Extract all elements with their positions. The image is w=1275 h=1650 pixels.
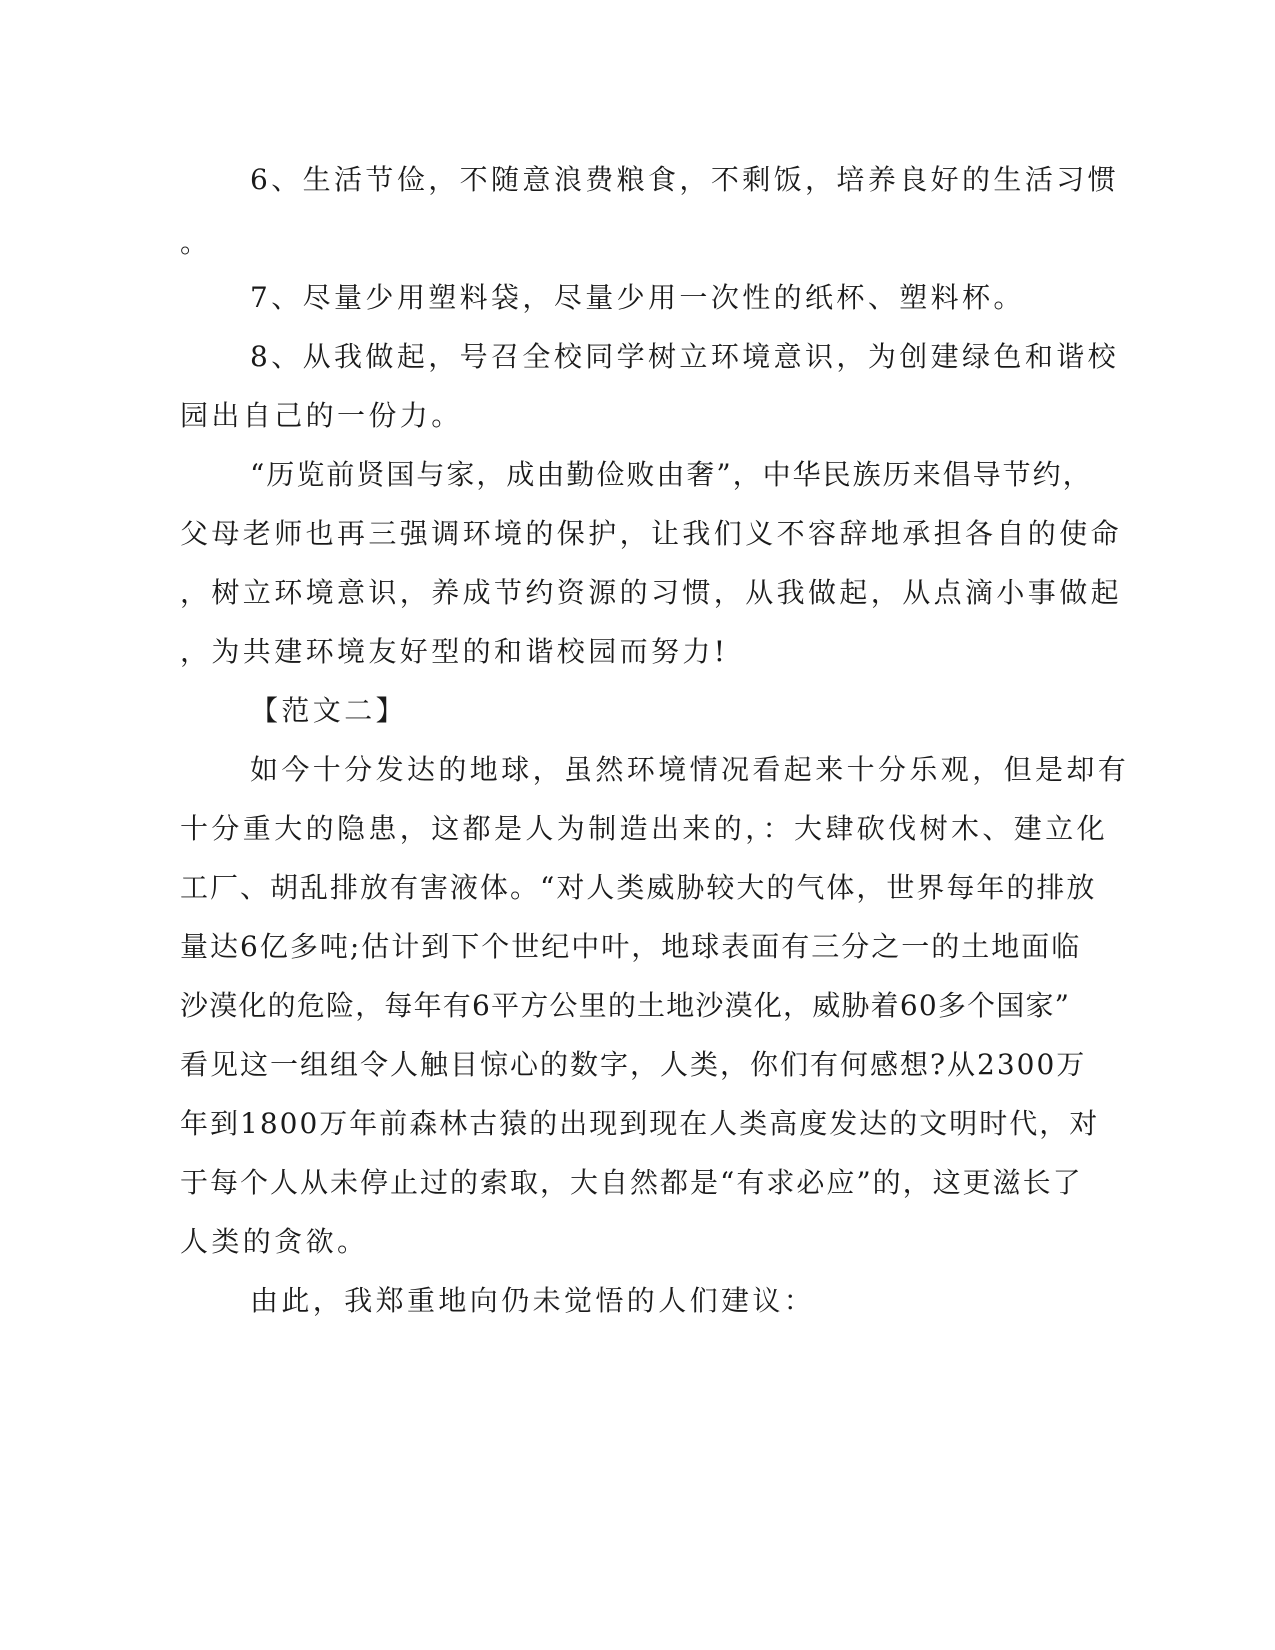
text-line: 由此，我郑重地向仍未觉悟的人们建议： [250, 1284, 816, 1317]
text-line: 8、从我做起，号召全校同学树立环境意识，为创建绿色和谐校 [250, 340, 1120, 373]
text-line: 如今十分发达的地球，虽然环境情况看起来十分乐观，但是却有 [250, 753, 1130, 786]
text-line: 6、生活节俭，不随意浪费粮食，不剩饭，培养良好的生活习惯 [250, 163, 1120, 196]
text-line: 7、尽量少用塑料袋，尽量少用一次性的纸杯、塑料杯。 [250, 281, 1025, 314]
text-line: 父母老师也再三强调环境的保护，让我们义不容辞地承担各自的使命 [180, 517, 1123, 550]
text-line: 于每个人从未停止过的索取，大自然都是“有求必应”的，这更滋长了 [180, 1166, 1083, 1199]
text-line: 沙漠化的危险，每年有6平方公里的土地沙漠化，威胁着60多个国家” [180, 989, 1071, 1022]
text-line: 十分重大的隐患，这都是人为制造出来的，：大肆砍伐树木、建立化 [180, 812, 1109, 845]
text-line: 。 [180, 226, 212, 259]
text-line: 看见这一组组令人触目惊心的数字，人类，你们有何感想?从2300万 [180, 1048, 1087, 1081]
text-line: 人类的贪欲。 [180, 1225, 369, 1258]
text-line: ，树立环境意识，养成节约资源的习惯，从我做起，从点滴小事做起 [180, 576, 1123, 609]
text-line: “历览前贤国与家，成由勤俭败由奢”，中华民族历来倡导节约， [250, 458, 1093, 491]
text-line: 年到1800万年前森林古猿的出现到现在人类高度发达的文明时代，对 [180, 1107, 1100, 1140]
section-heading: 【范文二】 [250, 694, 408, 727]
text-line: 量达6亿多吨;估计到下个世纪中叶，地球表面有三分之一的土地面临 [180, 930, 1082, 963]
text-line: 工厂、胡乱排放有害液体。“对人类威胁较大的气体，世界每年的排放 [180, 871, 1097, 904]
text-line: 园出自己的一份力。 [180, 399, 463, 432]
text-line: ，为共建环境友好型的和谐校园而努力! [180, 635, 729, 668]
